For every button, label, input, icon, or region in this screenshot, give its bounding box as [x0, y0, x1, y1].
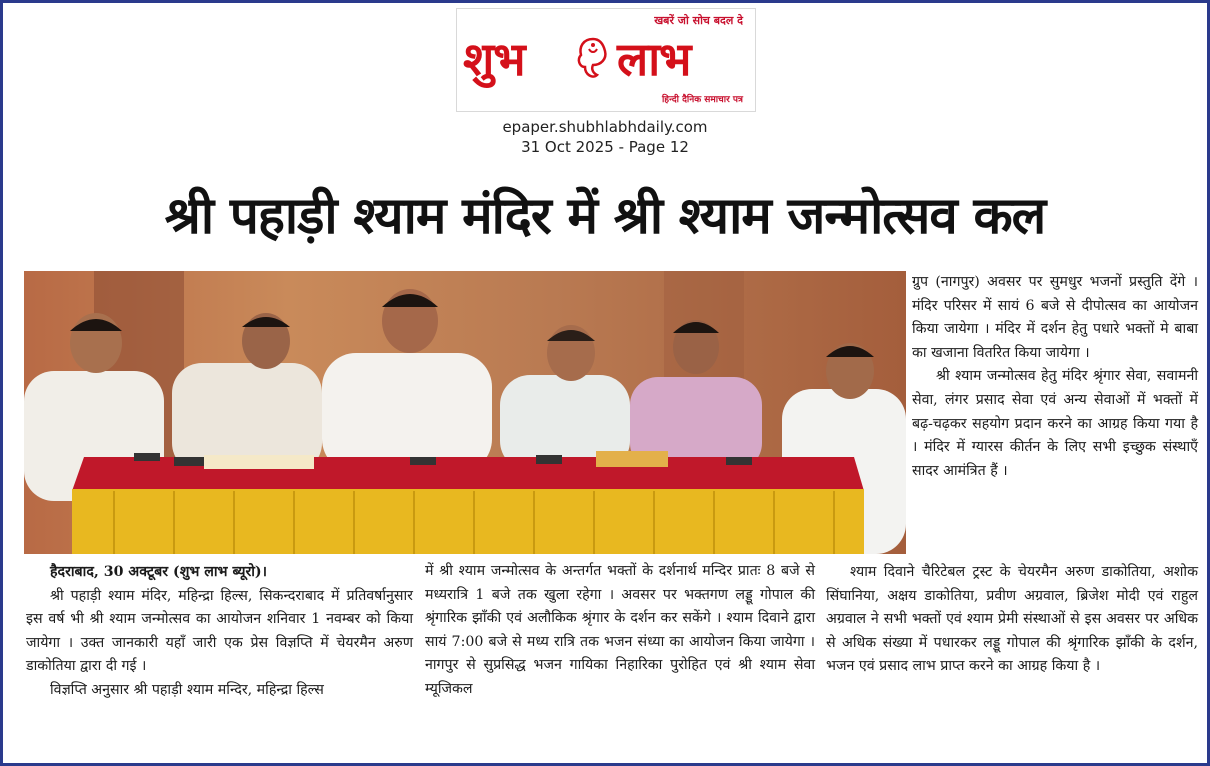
- page-title: श्री पहाड़ी श्याम मंदिर में श्री श्याम जन्मोत्सव कल: [164, 187, 1046, 246]
- article-paragraph: श्याम दिवाने चैरिटेबल ट्रस्ट के चेयरमैन अरुण डाकोतिया, अशोक सिंघानिया, अक्षय डाकोतिया, प्रवीण अग्रवाल, ब्रिजेश मोदी एवं राहुल अग्रवाल ने सभी भक्तों एवं श्याम प्रेमी संस्थाओं से इस अवसर पर अधिक से अधिक संख्या में पधारकर लड्डू गोपाल की श्रृंगारिक झाँकी के दर्शन, भजन एवं प्रसाद लाभ प्राप्त करने का आग्रह किया है ।: [826, 564, 1198, 675]
- article-column-1: [26, 561, 413, 703]
- phone: [536, 455, 562, 464]
- article-paragraph: श्री पहाड़ी श्याम मंदिर, महिन्द्रा हिल्स, सिकन्दराबाद में प्रतिवर्षानुसार इस वर्ष भी श्री श्याम जन्मोत्सव का आयोजन शनिवार 1 नवम्बर को किया जायेगा । उक्त जानकारी यहाँ जारी एक प्रेस विज्ञप्ति में चेयरमैन अरुण डाकोतिया द्वारा दी गई ।: [26, 587, 413, 675]
- article-paragraph: ग्रुप (नागपुर) अवसर पर सुमधुर भजनों प्रस्तुति देंगे । मंदिर परिसर में सायं 6 बजे से दीपोत्सव का आयोजन किया जायेगा । मंदिर में दर्शन हेतु पधारे भक्तों मे बाबा का खजाना वितरित किया जायेगा ।: [912, 274, 1198, 361]
- masthead-name-part2: लाभ: [617, 32, 691, 86]
- ganesha-icon: [573, 35, 613, 83]
- phone: [726, 457, 752, 465]
- masthead-logo: [456, 8, 756, 112]
- phone: [174, 457, 204, 466]
- article-paragraph: विज्ञप्ति अनुसार श्री पहाड़ी श्याम मन्दिर, महिन्द्रा हिल्स: [50, 681, 324, 698]
- source-date-page: 31 Oct 2025 - Page 12: [521, 138, 689, 156]
- masthead-tagline: खबरें जो सोच बदल दे: [654, 14, 743, 27]
- tablecloth-gold: [72, 489, 864, 554]
- masthead-name-part1: शुभ: [463, 32, 525, 86]
- article-column-2: [425, 560, 815, 702]
- book: [204, 455, 314, 469]
- phone: [134, 453, 160, 461]
- article-column-3: [912, 271, 1198, 483]
- news-photo: [24, 271, 906, 554]
- phone: [410, 457, 436, 465]
- article-paragraph: में श्री श्याम जन्मोत्सव के अन्तर्गत भक्तों के दर्शनार्थ मन्दिर प्रातः 8 बजे से मध्यरात्रि 1 बजे तक खुला रहेगा । अवसर पर भक्तगण लड्डू गोपाल की श्रृंगारिक झाँकी एवं अलौकिक श्रृंगार के दर्शन कर सकेंगे । श्याम दिवाने द्वारा सायं 7:00 बजे से मध्य रात्रि तक भजन संध्या का आयोजन किया जायेगा । नागपुर से सुप्रसिद्ध भजन गायिका निहारिका पुरोहित एवं श्री श्याम सेवा म्यूजिकल: [425, 563, 815, 697]
- article-column-4: [826, 561, 1198, 679]
- article-dateline: हैदराबाद, 30 अक्टूबर (शुभ लाभ ब्यूरो)।: [50, 564, 268, 580]
- masthead-subtitle: हिन्दी दैनिक समाचार पत्र: [661, 95, 743, 105]
- source-url: epaper.shubhlabhdaily.com: [502, 118, 708, 136]
- article-paragraph: श्री श्याम जन्मोत्सव हेतु मंदिर श्रृंगार सेवा, सवामनी सेवा, लंगर प्रसाद सेवा एवं अन्य सेवाओं में भक्तों में बढ़-चढ़कर सहयोग प्रदान करने का आग्रह किया गया है । मंदिर में ग्यारस कीर्तन के लिए सभी इच्छुक संस्थाएँ सादर आमंत्रित हैं ।: [912, 368, 1198, 479]
- gift-box: [596, 451, 668, 467]
